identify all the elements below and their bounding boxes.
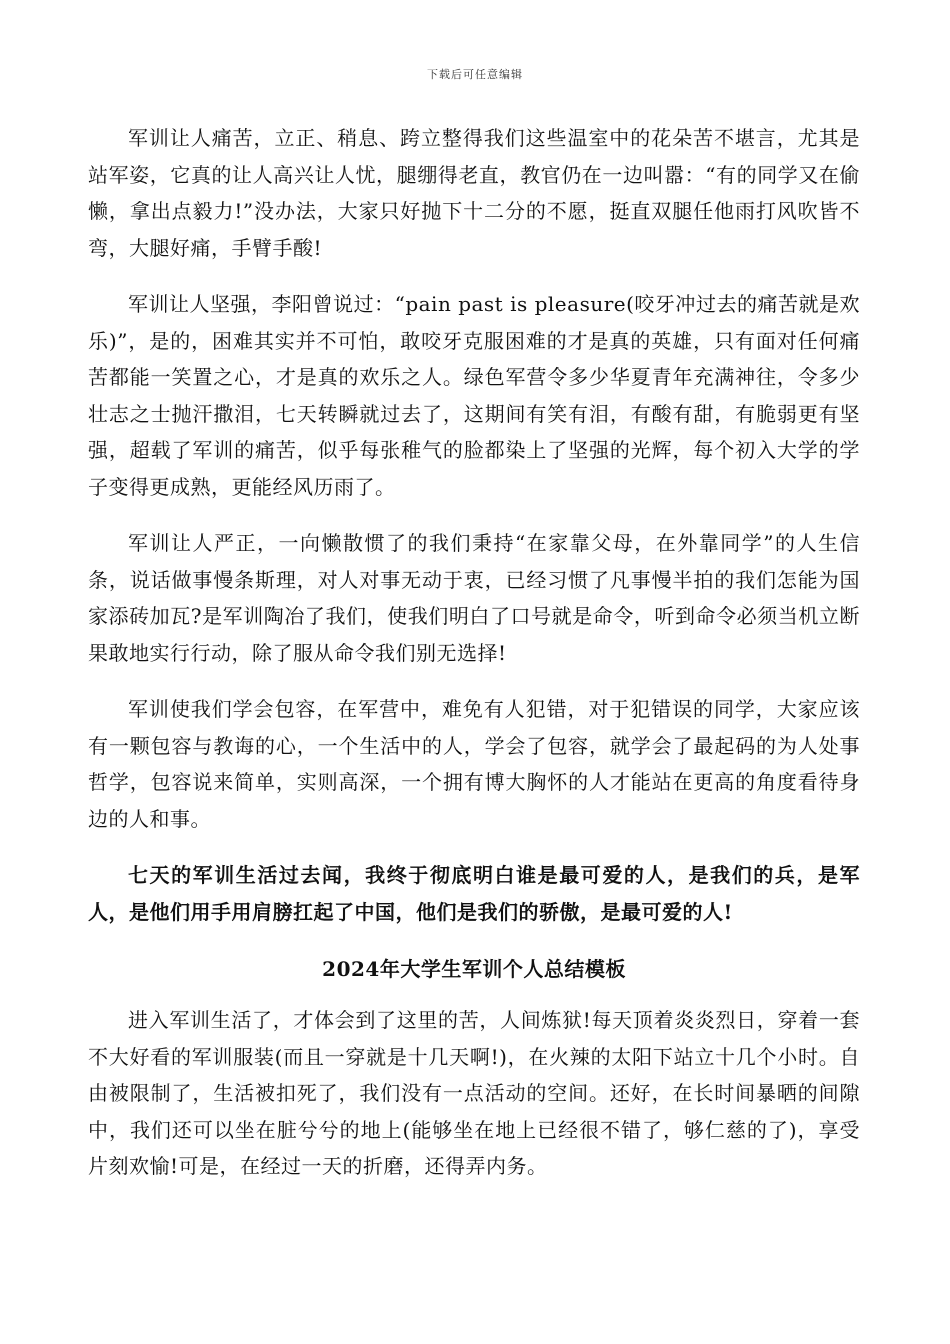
header-note: 下载后可任意编辑 — [427, 68, 523, 81]
paragraph-pain: 军训让人痛苦，立正、稍息、跨立整得我们这些温室中的花朵苦不堪言，尤其是站军姿，它真的让人高兴让人忧，腿绷得老直，教官仍在一边叫嚣：“有的同学又在偷懒，拿出点毅力!”没办法，大家只好抛下十二分的不愿，挺直双腿任他雨打风吹皆不弯，大腿好痛，手臂手酸! — [88, 126, 860, 260]
paragraph-tolerance: 军训使我们学会包容，在军营中，难免有人犯错，对于犯错误的同学，大家应该有一颗包容与教诲的心，一个生活中的人，学会了包容，就学会了最起码的为人处事哲学，包容说来简单，实则高深，一个拥有博大胸怀的人才能站在更高的角度看待身边的人和事。 — [88, 697, 860, 831]
paragraph-strength: 军训让人坚强，李阳曾说过：“pain past is pleasure(咬牙冲过去的痛苦就是欢乐)”，是的，困难其实并不可怕，敢咬牙克服困难的才是真的英雄，只有面对任何痛苦都能一笑置之心，才是真的欢乐之人。绿色军营令多少华夏青年充满神往，令多少壮志之士抛汗撒泪，七天转瞬就过去了，这期间有笑有泪，有酸有甜，有脆弱更有坚强，超载了军训的痛苦，似乎每张稚气的脸都染上了坚强的光辉，每个初入大学的学子变得更成熟，更能经风历雨了。 — [88, 292, 860, 499]
section-title: 2024年大学生军训个人总结模板 — [322, 957, 626, 981]
document-body — [88, 120, 860, 1205]
paragraph-intro: 进入军训生活了，才体会到了这里的苦，人间炼狱!每天顶着炎炎烈日，穿着一套不大好看的军训服装(而且一穿就是十几天啊!)，在火辣的太阳下站立十几个小时。自由被限制了，生活被扣死了，我们没有一点活动的空间。还好，在长时间暴晒的间隙中，我们还可以坐在脏兮兮的地上(能够坐在地上已经很不错了，够仁慈的了)，享受片刻欢愉!可是，在经过一天的折磨，还得弄内务。 — [88, 1008, 860, 1178]
paragraph-discipline: 军训让人严正，一向懒散惯了的我们秉持“在家靠父母，在外靠同学”的人生信条，说话做事慢条斯理，对人对事无动于衷，已经习惯了凡事慢半拍的我们怎能为国家添砖加瓦?是军训陶冶了我们，使我们明白了口号就是命令，听到命令必须当机立断果敢地实行行动，除了服从命令我们别无选择! — [88, 531, 860, 665]
paragraph-conclusion: 七天的军训生活过去闻，我终于彻底明白谁是最可爱的人，是我们的兵，是军人，是他们用手用肩膀扛起了中国，他们是我们的骄傲，是最可爱的人! — [88, 863, 860, 924]
